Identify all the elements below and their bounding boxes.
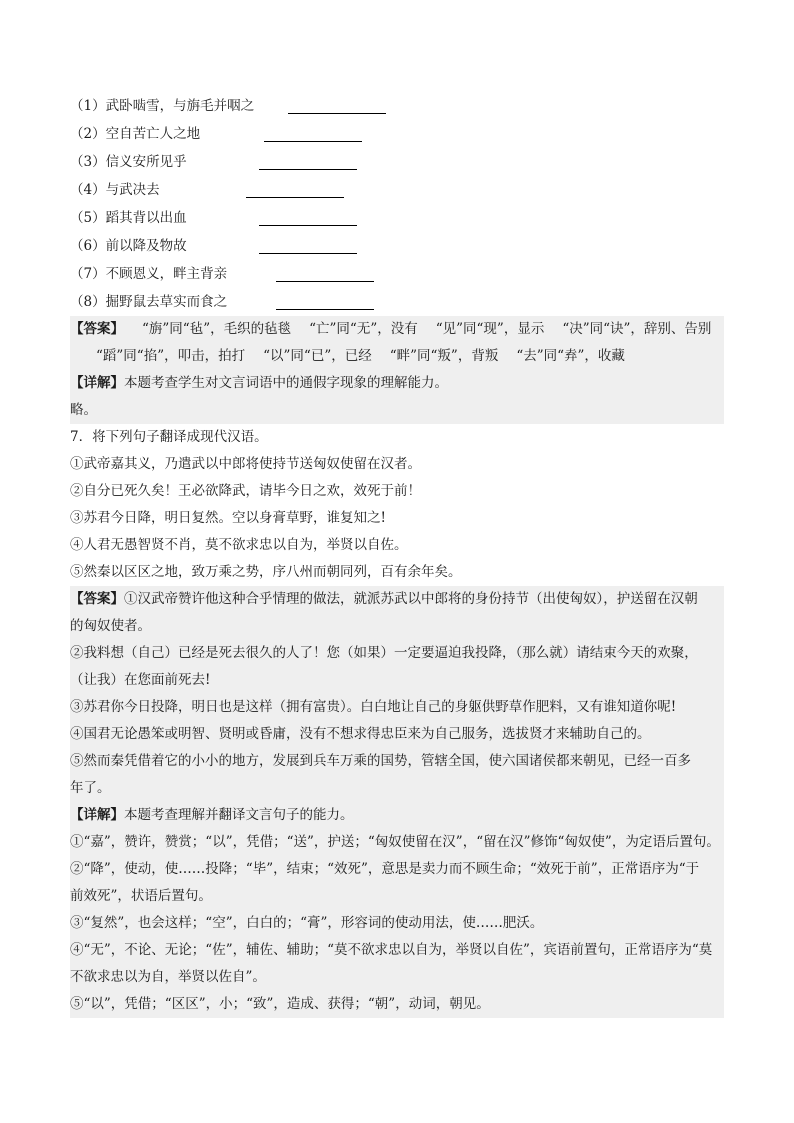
detail-line — [70, 370, 724, 397]
detail-item: ②“降”，使动，使……投降；“毕”，结束；“效死”，意思是卖力而不顾生命；“效死于前”，正常语序为“于 — [70, 861, 700, 877]
question-item — [70, 148, 724, 176]
detail-item: ⑤“以”，凭借；“区区”，小；“致”，造成、获得；“朝”，动词，朝见。 — [70, 996, 490, 1012]
answer-line: 的匈奴使者。 — [70, 618, 151, 634]
answer-blank[interactable] — [259, 225, 357, 226]
document-page — [70, 92, 724, 1018]
question-number: （3） — [70, 154, 106, 170]
question-text: 蹈其背以出血 — [105, 210, 187, 226]
answer-entry: “蹈”同“掐”，叩击，拍打 — [96, 348, 246, 364]
question-title: 7．将下列句子翻译成现代汉语。 — [70, 429, 268, 445]
sentence-item: ②自分已死久矣！王必欲降武，请毕今日之欢，效死于前！ — [70, 483, 421, 499]
detail-item: 不欲求忠以为自，举贤以佐自”。 — [70, 969, 266, 985]
answer-blank[interactable] — [264, 141, 362, 142]
question-list — [70, 92, 724, 316]
answer-section-7 — [70, 586, 724, 1018]
question-item — [70, 204, 724, 232]
detail-item: ④“无”，不论、无论；“佐”，辅佐、辅助；“莫不欲求忠以自为，举贤以自佐”，宾语前置句，正常语序为“莫 — [70, 942, 713, 958]
detail-text: 本题考查理解并翻译文言句子的能力。 — [124, 807, 354, 823]
question-item — [70, 120, 724, 148]
answer-entry: “决”同“诀”，辞别、告别 — [562, 321, 712, 337]
answer-line — [70, 586, 724, 613]
question-7 — [70, 424, 724, 586]
answer-entry: “旃”同“毡”，毛织的毡毯 — [142, 321, 292, 337]
answer-entry: “见”同“现”，显示 — [435, 321, 545, 337]
answer-line — [70, 343, 724, 370]
answer-entry: “以”同“已”，已经 — [263, 348, 372, 364]
question-item — [70, 92, 724, 120]
answer-blank[interactable] — [246, 197, 344, 198]
question-number: （1） — [70, 98, 106, 114]
question-text: 空自苦亡人之地 — [105, 126, 201, 142]
answer-line: （让我）在您面前死去! — [70, 672, 211, 688]
question-text: 武卧啮雪，与旃毛并咽之 — [105, 98, 255, 114]
sentence-item: ④人君无愚智贤不肖，莫不欲求忠以自为，举贤以自佐。 — [70, 537, 408, 553]
answer-line: ②我料想（自己）已经是死去很久的人了！您（如果）一定要逼迫我投降，（那么就）请结束今天的欢聚， — [70, 645, 698, 661]
question-number: （5） — [70, 210, 106, 226]
answer-text: ①汉武帝赞许他这种合乎情理的做法，就派苏武以中郎将的身份持节（出使匈奴），护送留在汉朝 — [124, 591, 698, 607]
question-number: （8） — [70, 294, 106, 310]
answer-blank[interactable] — [288, 113, 386, 114]
answer-tag: 【答案】 — [70, 591, 124, 607]
answer-line: 年了。 — [70, 780, 111, 796]
sentence-item: ①武帝嘉其义，乃遣武以中郎将使持节送匈奴使留在汉者。 — [70, 456, 421, 472]
answer-blank[interactable] — [259, 169, 357, 170]
answer-line: ⑤然而秦凭借着它的小小的地方，发展到兵车万乘的国势，管辖全国，使六国诸侯都来朝见，已经一百多 — [70, 753, 691, 769]
answer-blank[interactable] — [276, 309, 374, 310]
detail-brief: 略。 — [70, 402, 97, 418]
question-item — [70, 232, 724, 260]
answer-tag: 【答案】 — [70, 321, 124, 337]
question-item — [70, 176, 724, 204]
question-text: 与武决去 — [105, 182, 160, 198]
answer-blank[interactable] — [259, 253, 357, 254]
answer-section-6 — [70, 316, 724, 424]
sentence-item: ⑤然秦以区区之地，致万乘之势，序八州而朝同列，百有余年矣。 — [70, 564, 462, 580]
question-item — [70, 288, 724, 316]
answer-blank[interactable] — [276, 281, 374, 282]
detail-tag: 【详解】 — [70, 807, 124, 823]
question-text: 不顾恩义，畔主背亲 — [105, 266, 228, 282]
detail-text: 本题考查学生对文言词语中的通假字现象的理解能力。 — [124, 375, 448, 391]
question-item — [70, 260, 724, 288]
detail-line — [70, 802, 724, 829]
question-number: （2） — [70, 126, 106, 142]
answer-entry: “去”同“弆”，收藏 — [516, 348, 625, 364]
question-number: （7） — [70, 266, 106, 282]
answer-entry: “亡”同“无”，没有 — [309, 321, 418, 337]
sentence-item: ③苏君今日降，明日复然。空以身膏草野，谁复知之! — [70, 510, 386, 526]
answer-line: ③苏君你今日投降，明日也是这样（拥有富贵）。白白地让自己的身躯供野草作肥料，又有谁知道你呢! — [70, 699, 677, 715]
detail-item: ③“复然”，也会这样；“空”，白白的；“膏”，形容词的使动用法，使……肥沃。 — [70, 915, 544, 931]
question-number: （4） — [70, 182, 106, 198]
detail-item: 前效死”，状语后置句。 — [70, 888, 212, 904]
question-text: 掘野鼠去草实而食之 — [105, 294, 228, 310]
question-text: 信义安所见乎 — [105, 154, 187, 170]
answer-line: ④国君无论愚笨或明智、贤明或昏庸，没有不想求得忠臣来为自己服务，选拔贤才来辅助自己的。 — [70, 726, 651, 742]
answer-entry: “畔”同“叛”，背叛 — [389, 348, 499, 364]
question-number: （6） — [70, 238, 106, 254]
answer-line — [70, 316, 724, 343]
question-text: 前以降及物故 — [105, 238, 187, 254]
detail-tag: 【详解】 — [70, 375, 124, 391]
detail-item: ①“嘉”，赞许，赞赏；“以”，凭借；“送”，护送；“匈奴使留在汉”，“留在汉”修饰“匈奴使”，为定语后置句。 — [70, 834, 720, 850]
